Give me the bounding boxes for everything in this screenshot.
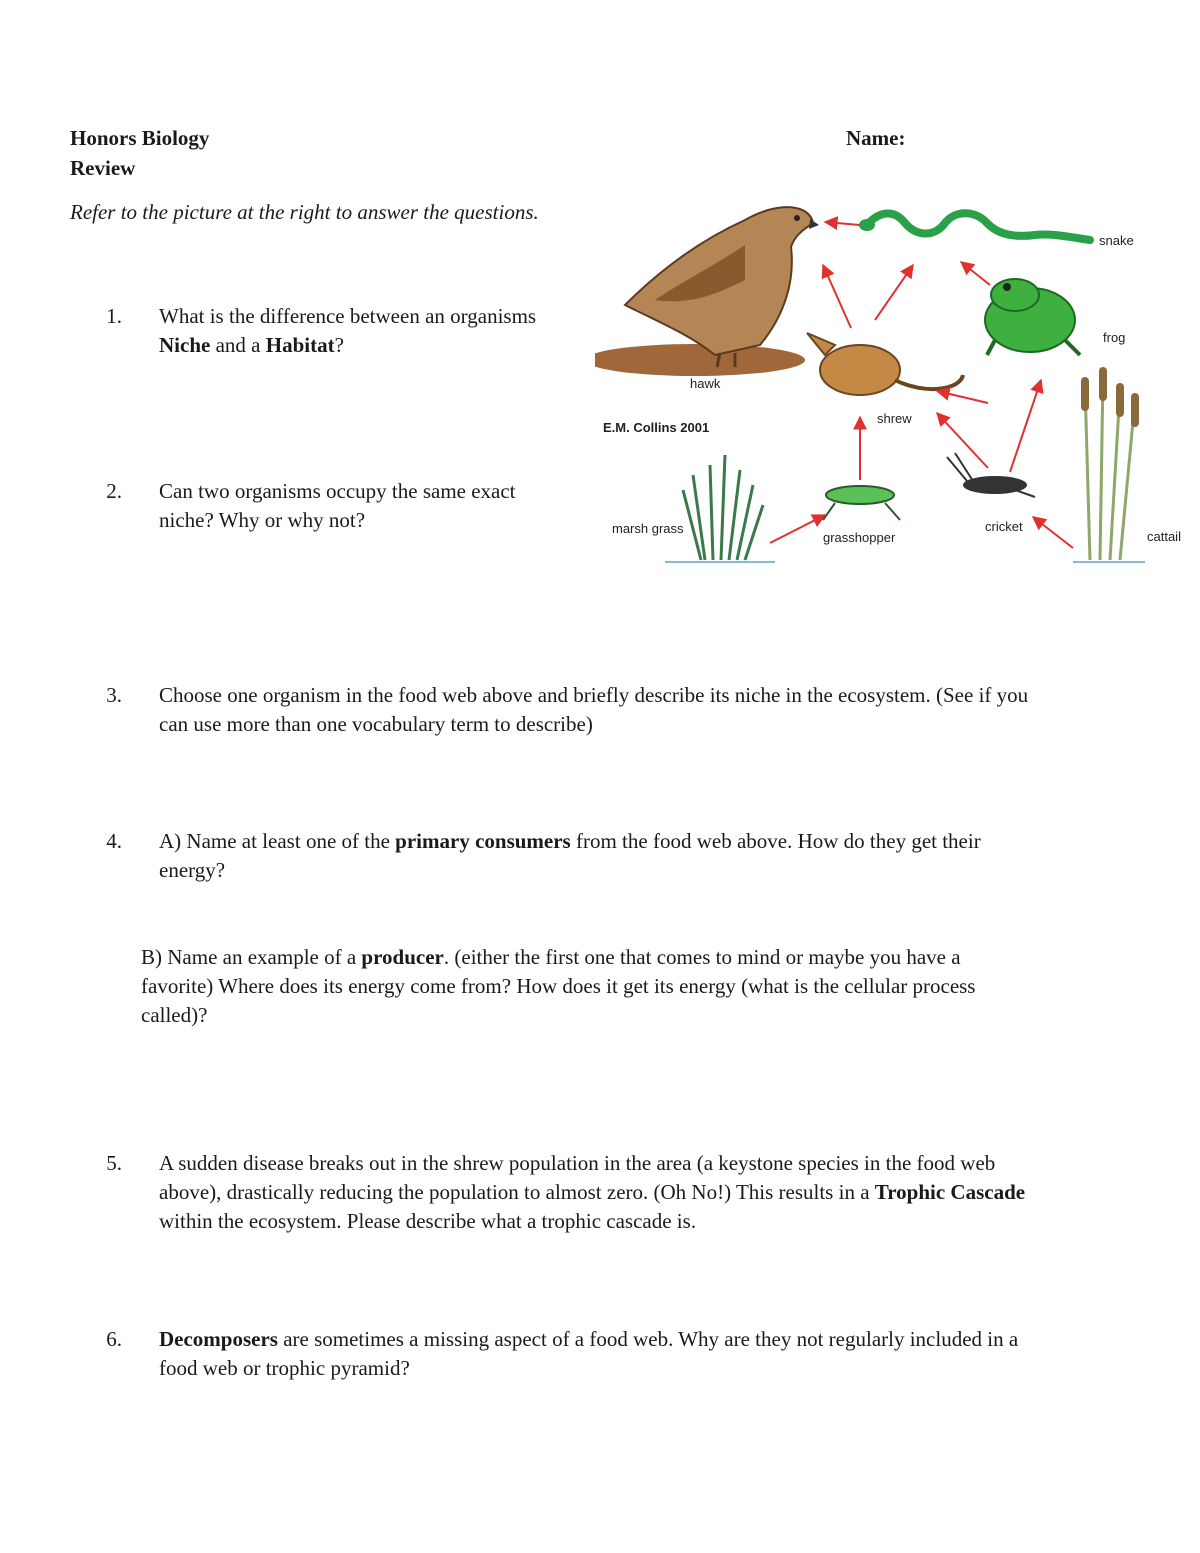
cattail-illustration — [1081, 367, 1139, 560]
question-number: 5. — [106, 1151, 122, 1175]
worksheet-subtitle: Review — [70, 156, 136, 180]
hawk-label: hawk — [690, 376, 721, 391]
cricket-illustration — [947, 453, 1035, 497]
hawk-illustration — [595, 207, 819, 376]
marsh-grass-illustration — [683, 455, 763, 560]
grasshopper-label: grasshopper — [823, 530, 896, 545]
cricket-label: cricket — [985, 519, 1023, 534]
name-label: Name: — [846, 126, 906, 150]
food-web-diagram — [595, 185, 1195, 570]
copyright-label: E.M. Collins 2001 — [603, 420, 710, 435]
frog-label: frog — [1103, 330, 1126, 345]
snake-label: snake — [1099, 233, 1134, 248]
worksheet-page: Honors Biology Review Name: Refer to the picture at the right to answer the questions. hawk snake frog shrew E.M. Collins 2001 marsh grass grasshopper cricket cattail 1. What is the difference between an organisms Niche and a Habitat? 2. Can two organisms occupy the same exact niche? Why or why not? 3. Choose one organism in the food web above and briefly describe its niche in the ecosystem. (See if you can use more than one vocabulary term to describe) 4. A) Name at least one of the primary consumers from the food web above. How do they get their energy? B) Name an example of a producer. (either the first one that comes to mind or maybe you have a favorite) Where does its energy come from? How does it get its energy (what is the cellular process called)? 5. A sudden disease breaks out in the shrew population in the area (a keystone species in the food web above), drastically reducing the population to almost zero. (Oh No!) This results in a Trophic Cascade within the ecosystem. Please describe what a trophic cascade is. 6. Decomposers are sometimes a missing aspect of a food web. Why are they not regularly included in a food web or trophic pyramid? — [0, 0, 1200, 1553]
frog-illustration — [985, 279, 1080, 355]
energy-flow-arrows — [770, 222, 1073, 548]
question-number: 2. — [106, 479, 122, 503]
question-number: 6. — [106, 1327, 122, 1351]
shrew-label: shrew — [877, 411, 912, 426]
grasshopper-illustration — [823, 486, 900, 520]
question-number: 1. — [106, 304, 122, 328]
question-number: 3. — [106, 683, 122, 707]
snake-illustration — [867, 213, 1090, 240]
shrew-illustration — [807, 333, 963, 395]
marsh-grass-label: marsh grass — [612, 521, 684, 536]
question-4b: B) Name an example of a producer. (either the first one that comes to mind or maybe you have a favorite) Where does its energy come from? How does it get its energy (what is the cellular process called)? — [141, 945, 976, 1027]
instructions: Refer to the picture at the right to answer the questions. — [70, 200, 539, 224]
cattail-label: cattail — [1147, 529, 1181, 544]
course-title: Honors Biology — [70, 126, 210, 150]
question-number: 4. — [106, 829, 122, 853]
